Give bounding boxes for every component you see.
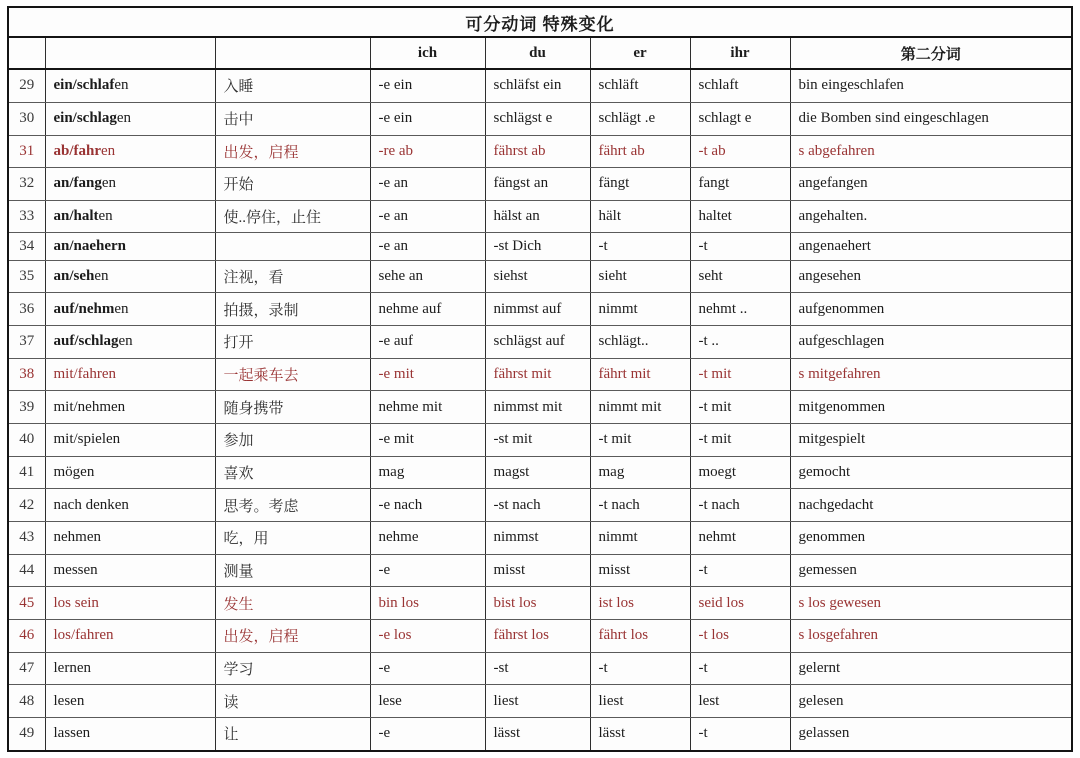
er-cell: hält [590, 200, 690, 233]
header-number-cell [8, 37, 45, 69]
verb-bold-text: an/fang [53, 175, 102, 192]
row-number-cell: 45 [8, 587, 45, 620]
ihr-cell: haltet [690, 200, 790, 233]
partizip-cell: gelesen [790, 685, 1072, 718]
meaning-cell: 注视，看 [215, 260, 370, 293]
table-body [8, 69, 1072, 751]
partizip-cell: aufgeschlagen [790, 326, 1072, 359]
er-cell: lässt [590, 717, 690, 751]
er-cell: misst [590, 554, 690, 587]
verb-cell [45, 489, 215, 522]
du-cell: nimmst auf [485, 293, 590, 326]
er-cell: nimmt [590, 521, 690, 554]
du-cell: fängst an [485, 168, 590, 201]
ihr-cell: fangt [690, 168, 790, 201]
meaning-cell: 参加 [215, 423, 370, 456]
ich-cell: nehme auf [370, 293, 485, 326]
row-number-cell: 33 [8, 200, 45, 233]
row-number-cell: 35 [8, 260, 45, 293]
verb-bold-text: an/seh [53, 268, 95, 285]
partizip-cell: mitgenommen [790, 391, 1072, 424]
er-cell: fährt ab [590, 135, 690, 168]
verb-cell [45, 587, 215, 620]
er-cell: mag [590, 456, 690, 489]
ich-cell: -e an [370, 233, 485, 260]
verb-cell [45, 423, 215, 456]
ihr-cell: seid los [690, 587, 790, 620]
ich-cell: nehme [370, 521, 485, 554]
er-cell: -t [590, 233, 690, 260]
meaning-cell: 入睡 [215, 69, 370, 102]
ich-cell: sehe an [370, 260, 485, 293]
ihr-cell: moegt [690, 456, 790, 489]
partizip-cell: die Bomben sind eingeschlagen [790, 102, 1072, 135]
ihr-cell: -t mit [690, 391, 790, 424]
row-number-cell: 38 [8, 358, 45, 391]
du-cell: schlägst auf [485, 326, 590, 359]
verb-cell [45, 456, 215, 489]
row-number-cell: 34 [8, 233, 45, 260]
ich-cell: -e nach [370, 489, 485, 522]
verb-cell [45, 102, 215, 135]
ihr-cell: schlaft [690, 69, 790, 102]
du-cell: -st mit [485, 423, 590, 456]
verb-rest-text: en [114, 77, 129, 94]
du-cell: lässt [485, 717, 590, 751]
du-cell: hälst an [485, 200, 590, 233]
ihr-cell: seht [690, 260, 790, 293]
er-cell: schlägt.. [590, 326, 690, 359]
verb-cell [45, 69, 215, 102]
ich-cell: -e [370, 652, 485, 685]
ich-cell: nehme mit [370, 391, 485, 424]
row-number-cell: 49 [8, 717, 45, 751]
er-cell: -t nach [590, 489, 690, 522]
table-row [8, 717, 1072, 751]
meaning-cell: 让 [215, 717, 370, 751]
header-partizip: 第二分词 [790, 37, 1072, 69]
verb-cell [45, 326, 215, 359]
table-row [8, 293, 1072, 326]
er-cell: nimmt [590, 293, 690, 326]
ihr-cell: nehmt [690, 521, 790, 554]
separable-verbs-table [7, 6, 1073, 752]
ihr-cell: nehmt .. [690, 293, 790, 326]
verb-bold-text: an/naehern [53, 238, 127, 255]
table-row [8, 233, 1072, 260]
verb-rest-text: en [116, 110, 132, 127]
er-cell: liest [590, 685, 690, 718]
meaning-cell: 使..停住，止住 [215, 200, 370, 233]
partizip-cell: gelernt [790, 652, 1072, 685]
header-er: er [590, 37, 690, 69]
er-cell: fängt [590, 168, 690, 201]
verb-rest-text: los/fahren [53, 627, 114, 644]
verb-cell [45, 685, 215, 718]
ihr-cell: -t mit [690, 423, 790, 456]
partizip-cell: s abgefahren [790, 135, 1072, 168]
table-row [8, 102, 1072, 135]
verb-rest-text: en [94, 268, 109, 285]
header-verb-cell [45, 37, 215, 69]
du-cell: fährst ab [485, 135, 590, 168]
meaning-cell: 出发，启程 [215, 135, 370, 168]
er-cell: -t [590, 652, 690, 685]
du-cell: fährst los [485, 619, 590, 652]
ihr-cell: -t [690, 652, 790, 685]
ich-cell: -e an [370, 168, 485, 201]
er-cell: -t mit [590, 423, 690, 456]
du-cell: nimmst [485, 521, 590, 554]
meaning-cell: 思考。考虑 [215, 489, 370, 522]
verb-rest-text: mögen [53, 463, 95, 480]
row-number-cell: 44 [8, 554, 45, 587]
du-cell: fährst mit [485, 358, 590, 391]
verb-rest-text: en [98, 208, 113, 225]
meaning-cell [215, 233, 370, 260]
meaning-cell: 喜欢 [215, 456, 370, 489]
er-cell: schlägt .e [590, 102, 690, 135]
verb-cell [45, 200, 215, 233]
partizip-cell: gelassen [790, 717, 1072, 751]
ich-cell: -e auf [370, 326, 485, 359]
verb-rest-text: nehmen [53, 529, 101, 546]
meaning-cell: 随身携带 [215, 391, 370, 424]
header-ich: ich [370, 37, 485, 69]
row-number-cell: 40 [8, 423, 45, 456]
verb-bold-text: ein/schlaf [53, 77, 115, 94]
row-number-cell: 42 [8, 489, 45, 522]
verb-cell [45, 260, 215, 293]
partizip-cell: mitgespielt [790, 423, 1072, 456]
verb-rest-text: en [101, 175, 117, 192]
partizip-cell: angehalten. [790, 200, 1072, 233]
partizip-cell: aufgenommen [790, 293, 1072, 326]
verb-cell [45, 168, 215, 201]
er-cell: sieht [590, 260, 690, 293]
verb-bold-text: auf/schlag [53, 333, 119, 350]
partizip-cell: gemessen [790, 554, 1072, 587]
verb-rest-text: lesen [53, 692, 85, 709]
partizip-cell: angefangen [790, 168, 1072, 201]
verb-cell [45, 652, 215, 685]
ich-cell: -e an [370, 200, 485, 233]
du-cell: bist los [485, 587, 590, 620]
ich-cell: lese [370, 685, 485, 718]
table-row [8, 326, 1072, 359]
row-number-cell: 47 [8, 652, 45, 685]
table-row [8, 135, 1072, 168]
row-number-cell: 31 [8, 135, 45, 168]
table-row [8, 260, 1072, 293]
verb-cell [45, 554, 215, 587]
verb-rest-text: messen [53, 561, 98, 578]
table-row [8, 619, 1072, 652]
row-number-cell: 32 [8, 168, 45, 201]
verb-bold-text: ab/fahr [53, 142, 102, 159]
er-cell: ist los [590, 587, 690, 620]
column-header-row [8, 37, 1072, 69]
du-cell: liest [485, 685, 590, 718]
partizip-cell: s losgefahren [790, 619, 1072, 652]
meaning-cell: 学习 [215, 652, 370, 685]
meaning-cell: 拍摄，录制 [215, 293, 370, 326]
ihr-cell: -t .. [690, 326, 790, 359]
verb-cell [45, 358, 215, 391]
du-cell: -st nach [485, 489, 590, 522]
table-row [8, 554, 1072, 587]
ich-cell: -e mit [370, 358, 485, 391]
partizip-cell: genommen [790, 521, 1072, 554]
verb-rest-text: mit/fahren [53, 365, 116, 382]
du-cell: -st Dich [485, 233, 590, 260]
du-cell: nimmst mit [485, 391, 590, 424]
verb-cell [45, 135, 215, 168]
partizip-cell: nachgedacht [790, 489, 1072, 522]
ihr-cell: schlagt e [690, 102, 790, 135]
partizip-cell: s mitgefahren [790, 358, 1072, 391]
verb-rest-text: en [114, 300, 129, 317]
row-number-cell: 48 [8, 685, 45, 718]
ihr-cell: -t [690, 554, 790, 587]
row-number-cell: 41 [8, 456, 45, 489]
meaning-cell: 击中 [215, 102, 370, 135]
table-row [8, 200, 1072, 233]
ich-cell: -e los [370, 619, 485, 652]
verb-cell [45, 293, 215, 326]
table-row [8, 652, 1072, 685]
verb-cell [45, 717, 215, 751]
ich-cell: -e ein [370, 69, 485, 102]
du-cell: misst [485, 554, 590, 587]
row-number-cell: 30 [8, 102, 45, 135]
verb-rest-text: mit/nehmen [53, 398, 126, 415]
ihr-cell: -t mit [690, 358, 790, 391]
du-cell: siehst [485, 260, 590, 293]
ich-cell: -re ab [370, 135, 485, 168]
title-row [8, 7, 1072, 37]
header-meaning-cell [215, 37, 370, 69]
table-row [8, 587, 1072, 620]
er-cell: schläft [590, 69, 690, 102]
du-cell: schlägst e [485, 102, 590, 135]
row-number-cell: 36 [8, 293, 45, 326]
verb-rest-text: lernen [53, 659, 91, 676]
table-row [8, 685, 1072, 718]
er-cell: nimmt mit [590, 391, 690, 424]
table-row [8, 358, 1072, 391]
verb-rest-text: lassen [53, 725, 91, 742]
row-number-cell: 37 [8, 326, 45, 359]
verb-rest-text: nach denken [53, 496, 129, 513]
table-row [8, 69, 1072, 102]
row-number-cell: 39 [8, 391, 45, 424]
verb-bold-text: auf/nehm [53, 300, 115, 317]
header-du: du [485, 37, 590, 69]
table-row [8, 521, 1072, 554]
er-cell: fährt los [590, 619, 690, 652]
du-cell: schläfst ein [485, 69, 590, 102]
verb-cell [45, 391, 215, 424]
ich-cell: -e [370, 554, 485, 587]
verb-rest-text: los sein [53, 594, 99, 611]
verb-cell [45, 521, 215, 554]
ich-cell: bin los [370, 587, 485, 620]
meaning-cell: 打开 [215, 326, 370, 359]
meaning-cell: 读 [215, 685, 370, 718]
verb-bold-text: ein/schlag [53, 110, 117, 127]
partizip-cell: gemocht [790, 456, 1072, 489]
ihr-cell: -t [690, 233, 790, 260]
ihr-cell: -t nach [690, 489, 790, 522]
row-number-cell: 29 [8, 69, 45, 102]
meaning-cell: 发生 [215, 587, 370, 620]
ich-cell: mag [370, 456, 485, 489]
header-ihr: ihr [690, 37, 790, 69]
row-number-cell: 43 [8, 521, 45, 554]
partizip-cell: bin eingeschlafen [790, 69, 1072, 102]
meaning-cell: 吃，用 [215, 521, 370, 554]
verb-rest-text: mit/spielen [53, 431, 121, 448]
meaning-cell: 出发，启程 [215, 619, 370, 652]
table-row [8, 391, 1072, 424]
table-row [8, 456, 1072, 489]
verb-rest-text: en [118, 333, 133, 350]
table-row [8, 168, 1072, 201]
ich-cell: -e ein [370, 102, 485, 135]
partizip-cell: angesehen [790, 260, 1072, 293]
partizip-cell: angenaehert [790, 233, 1072, 260]
verb-cell [45, 619, 215, 652]
er-cell: fährt mit [590, 358, 690, 391]
row-number-cell: 46 [8, 619, 45, 652]
du-cell: magst [485, 456, 590, 489]
meaning-cell: 测量 [215, 554, 370, 587]
ich-cell: -e [370, 717, 485, 751]
verb-cell [45, 233, 215, 260]
table-title: 可分动词 特殊变化 [8, 7, 1072, 37]
partizip-cell: s los gewesen [790, 587, 1072, 620]
du-cell: -st [485, 652, 590, 685]
verb-rest-text: en [101, 142, 116, 159]
ihr-cell: -t los [690, 619, 790, 652]
ihr-cell: -t ab [690, 135, 790, 168]
ihr-cell: lest [690, 685, 790, 718]
meaning-cell: 开始 [215, 168, 370, 201]
verb-bold-text: an/halt [53, 208, 99, 225]
table-row [8, 423, 1072, 456]
meaning-cell: 一起乘车去 [215, 358, 370, 391]
table-row [8, 489, 1072, 522]
ihr-cell: -t [690, 717, 790, 751]
ich-cell: -e mit [370, 423, 485, 456]
